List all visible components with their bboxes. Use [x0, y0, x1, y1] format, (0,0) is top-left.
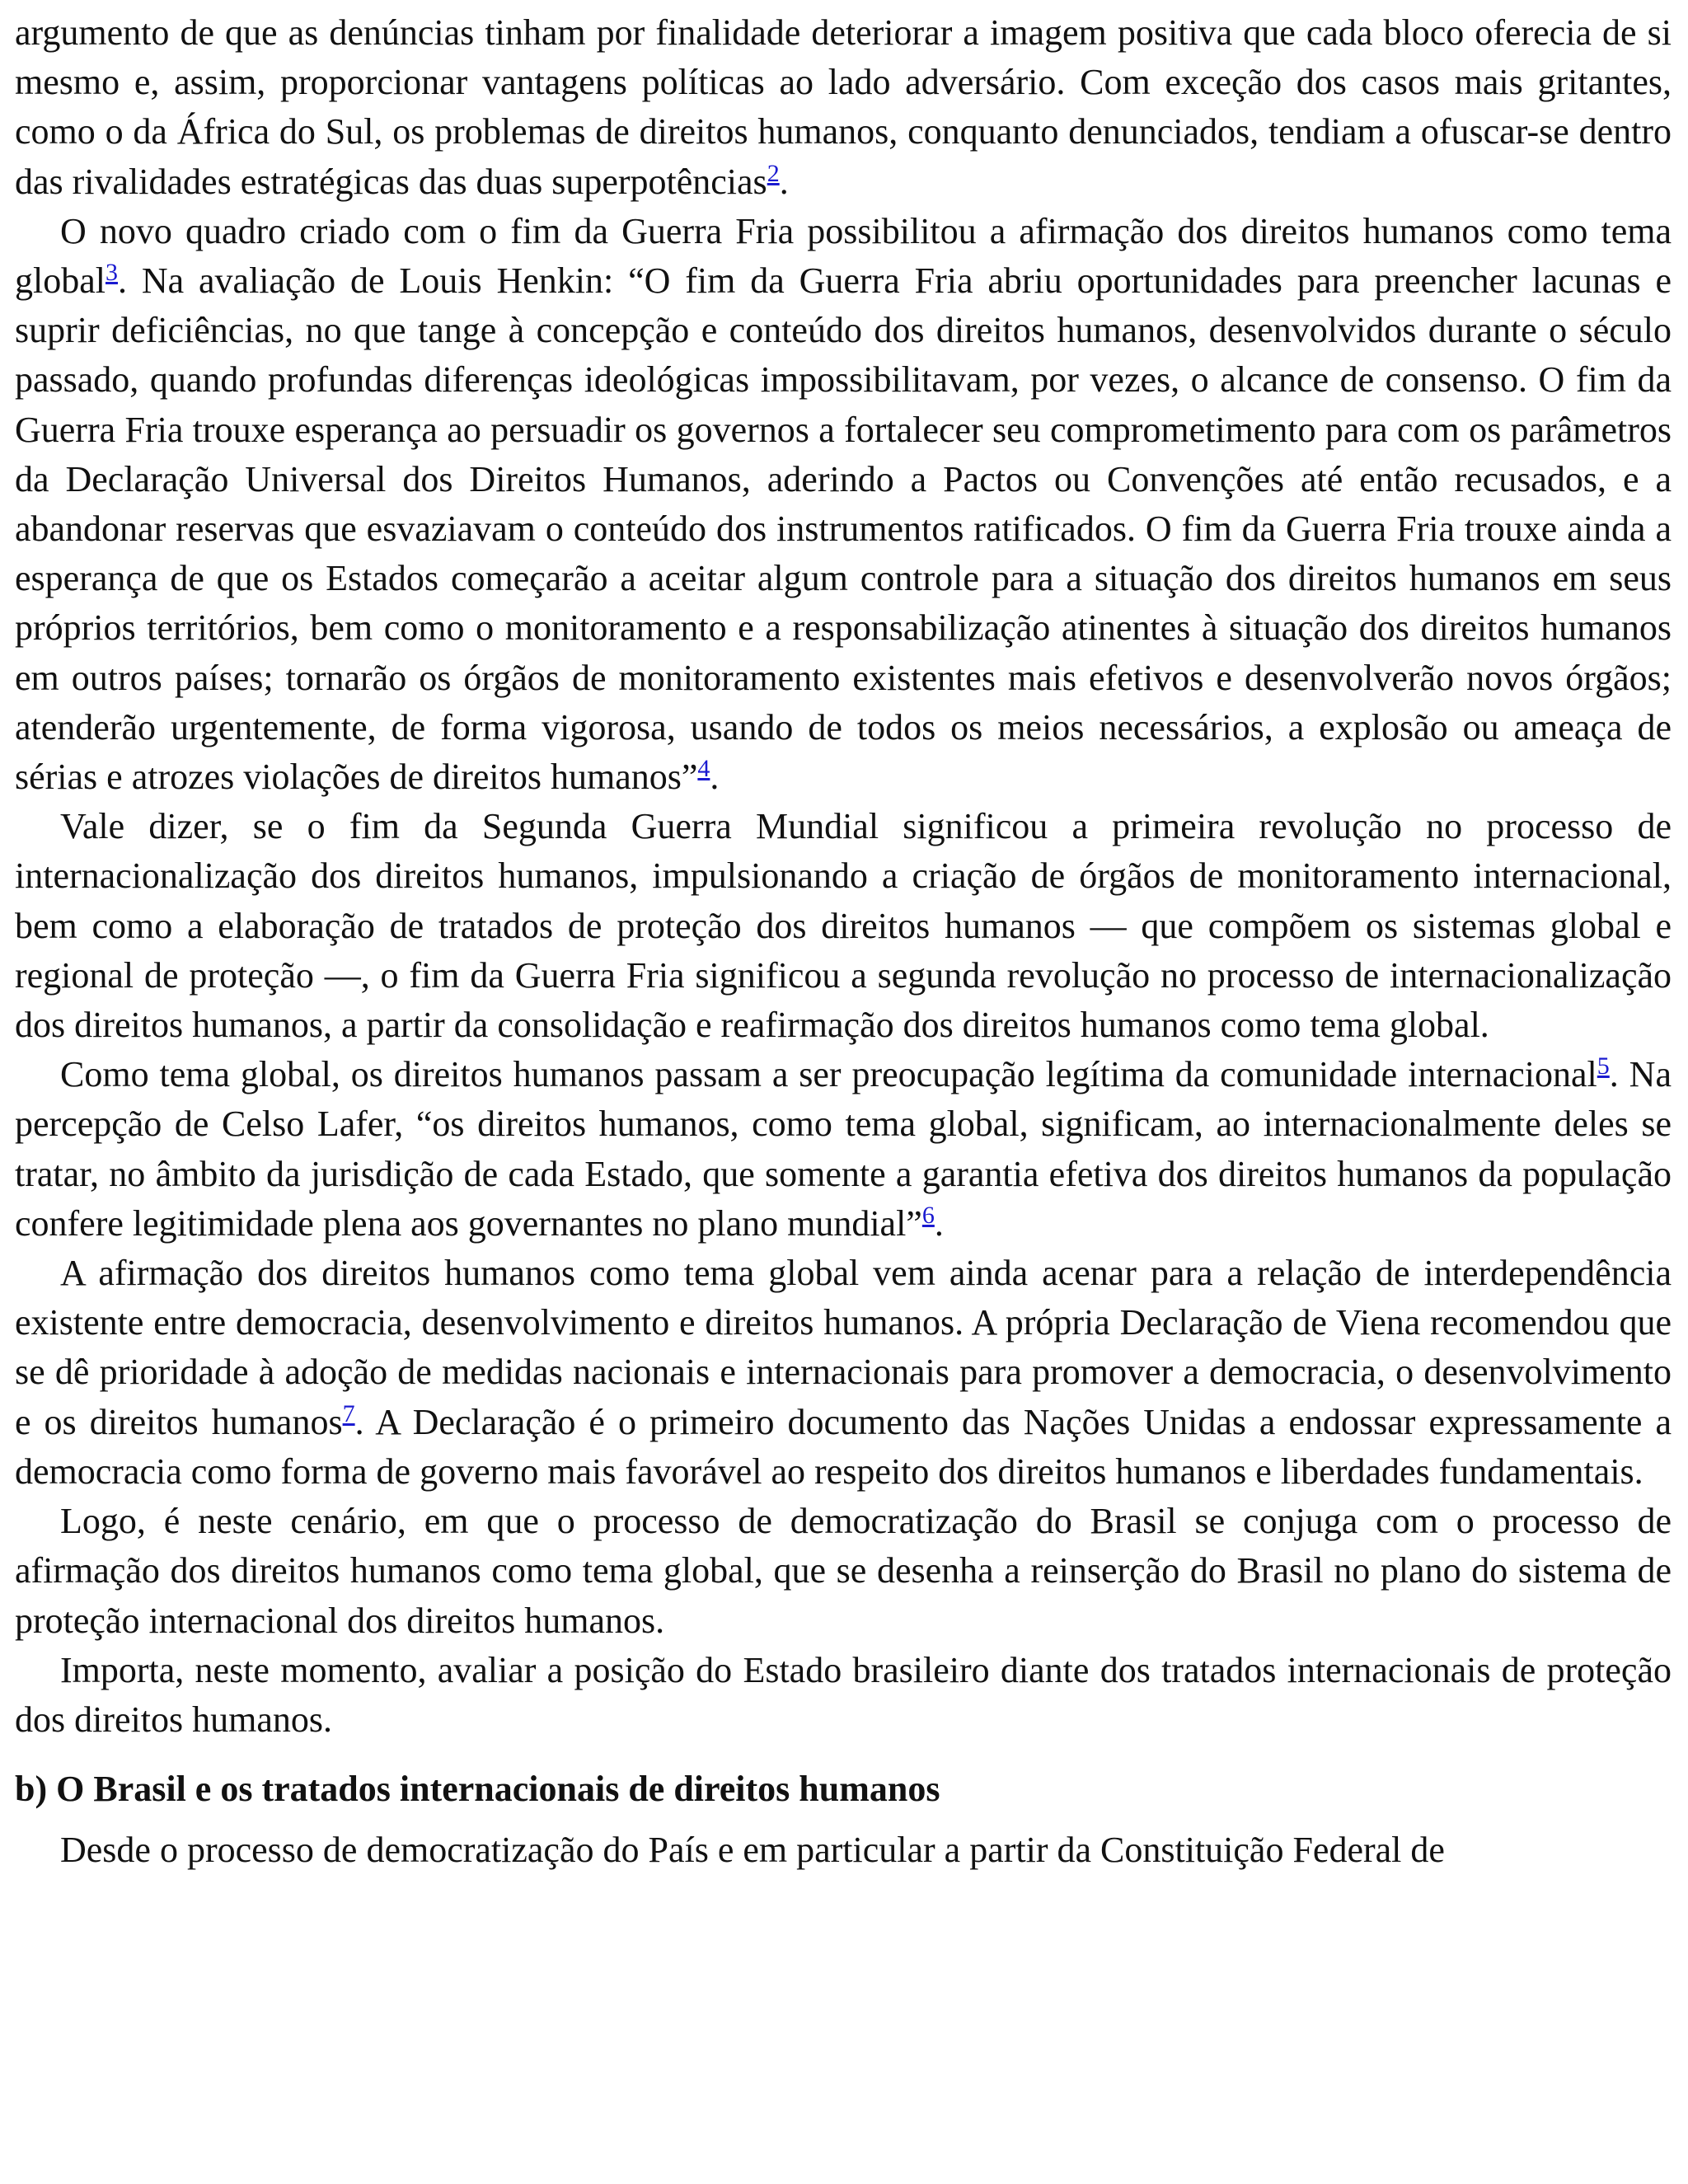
- paragraph-2: [15, 207, 1672, 802]
- paragraph-4: [15, 1050, 1672, 1249]
- paragraph-text: .: [779, 161, 789, 202]
- paragraph-3: [15, 802, 1672, 1050]
- paragraph-text: . Na percepção de Celso Lafer, “os direitos humanos, como tema global, significam, ao internacionalmente deles se tratar, no âmbito da jurisdição de cada Estado, que somente a garantia efetiva dos direitos humanos da população confere legitimidade plena aos governantes no plano mundial”: [15, 1054, 1672, 1244]
- paragraph-1: [15, 8, 1672, 207]
- footnote-link[interactable]: 4: [697, 755, 710, 783]
- footnote-link[interactable]: 5: [1597, 1052, 1610, 1080]
- paragraph-text: Desde o processo de democratização do País e em particular a partir da Constituição Federal de: [60, 1830, 1445, 1871]
- footnote-link[interactable]: 3: [105, 259, 118, 287]
- section-heading: b) O Brasil e os tratados internacionais de direitos humanos: [15, 1769, 940, 1810]
- paragraph-text: .: [710, 757, 720, 798]
- footnote-link[interactable]: 6: [921, 1201, 935, 1229]
- paragraph-5: [15, 1249, 1672, 1497]
- paragraph-final: [15, 1825, 1672, 1875]
- paragraph-text: . Na avaliação de Louis Henkin: “O fim da Guerra Fria abriu oportunidades para preencher lacunas e suprir deficiências, no que tange à concepção e conteúdo dos direitos humanos, desenvolvidos durante o século passado, quando profundas diferenças ideológicas impossibilitavam, por vezes, o alcance de consenso. O fim da Guerra Fria trouxe esperança ao persuadir os governos a fortalecer seu comprometimento para com os parâmetros da Declaração Universal dos Direitos Humanos, aderindo a Pactos ou Convenções até então recusados, e a abandonar reservas que esvaziavam o conteúdo dos instrumentos ratificados. O fim da Guerra Fria trouxe ainda a esperança de que os Estados começarão a aceitar algum controle para a situação dos direitos humanos em seus próprios territórios, bem como o monitoramento e a responsabilização atinentes à situação dos direitos humanos em outros países; tornarão os órgãos de monitoramento existentes mais efetivos e desenvolverão novos órgãos; atenderão urgentemente, de forma vigorosa, usando de todos os meios necessários, a explosão ou ameaça de sérias e atrozes violações de direitos humanos”: [15, 260, 1672, 798]
- paragraph-text: argumento de que as denúncias tinham por finalidade deteriorar a imagem positiva que cada bloco oferecia de si mesmo e, assim, proporcionar vantagens políticas ao lado adversário. Com exceção dos casos mais gritantes, como o da África do Sul, os problemas de direitos humanos, conquanto denunciados, tendiam a ofuscar-se dentro das rivalidades estratégicas das duas superpotências: [15, 12, 1672, 202]
- paragraph-7: [15, 1646, 1672, 1745]
- footnote-link[interactable]: 2: [767, 159, 780, 187]
- paragraph-text: . A Declaração é o primeiro documento das Nações Unidas a endossar expressamente a democracia como forma de governo mais favorável ao respeito dos direitos humanos e liberdades fundamentais.: [15, 1401, 1672, 1492]
- paragraph-text: O novo quadro criado com o fim da Guerra Fria possibilitou a afirmação dos direitos humanos como tema global: [15, 210, 1672, 302]
- paragraph-text: Logo, é neste cenário, em que o processo de democratização do Brasil se conjuga com o processo de afirmação dos direitos humanos como tema global, que se desenha a reinserção do Brasil no plano do sistema de proteção internacional dos direitos humanos.: [15, 1501, 1672, 1641]
- document-page: [15, 8, 1672, 1876]
- paragraph-text: A afirmação dos direitos humanos como tema global vem ainda acenar para a relação de interdependência existente entre democracia, desenvolvimento e direitos humanos. A própria Declaração de Viena recomendou que se dê prioridade à adoção de medidas nacionais e internacionais para promover a democracia, o desenvolvimento e os direitos humanos: [15, 1253, 1672, 1442]
- paragraph-6: [15, 1497, 1672, 1646]
- paragraph-text: Vale dizer, se o fim da Segunda Guerra Mundial significou a primeira revolução no processo de internacionalização dos direitos humanos, impulsionando a criação de órgãos de monitoramento internacional, bem como a elaboração de tratados de proteção dos direitos humanos — que compõem os sistemas global e regional de proteção —, o fim da Guerra Fria significou a segunda revolução no processo de internacionalização dos direitos humanos, a partir da consolidação e reafirmação dos direitos humanos como tema global.: [15, 806, 1672, 1046]
- paragraph-text: Importa, neste momento, avaliar a posição do Estado brasileiro diante dos tratados internacionais de proteção dos direitos humanos.: [15, 1649, 1672, 1740]
- paragraph-text: .: [934, 1202, 944, 1244]
- footnote-link[interactable]: 7: [342, 1399, 355, 1427]
- paragraph-text: Como tema global, os direitos humanos passam a ser preocupação legítima da comunidade internacional: [60, 1054, 1597, 1095]
